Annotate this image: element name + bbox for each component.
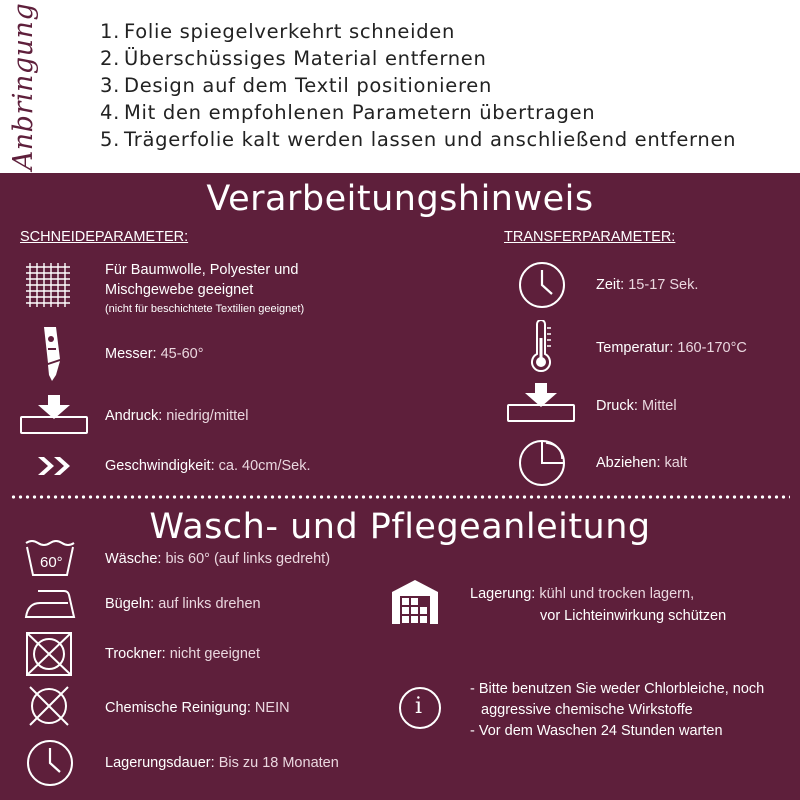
time-param: Zeit: 15-17 Sek.	[596, 277, 699, 293]
warehouse-icon	[390, 578, 440, 626]
application-section	[0, 0, 800, 173]
info-line1: - Bitte benutzen Sie weder Chlorbleiche, noch	[470, 681, 765, 697]
fabric-text-line2: Mischgewebe geeignet	[105, 282, 254, 298]
storage-param: Lagerung: kühl und trocken lagern,	[470, 586, 695, 602]
speed-chevrons-icon	[36, 455, 78, 477]
temperature-param: Temperatur: 160-170°C	[596, 340, 747, 356]
info-icon-letter: i	[415, 694, 423, 719]
application-side-title: Anbringung	[8, 2, 40, 170]
cutter-knife-icon	[34, 325, 70, 383]
dotted-divider	[10, 495, 790, 499]
application-steps-list	[100, 18, 736, 153]
info-line2: aggressive chemische Wirkstoffe	[481, 702, 693, 718]
wash-temp-label: 60°	[40, 554, 63, 571]
instructions-panel	[0, 173, 800, 800]
iron-icon	[22, 587, 78, 621]
transfer-pressure-param: Druck: Mittel	[596, 398, 677, 414]
thermometer-icon	[528, 320, 554, 374]
info-line3: - Vor dem Waschen 24 Stunden warten	[470, 723, 723, 739]
dryclean-param: Chemische Reinigung: NEIN	[105, 700, 290, 716]
step-item: 1. Folie spiegelverkehrt schneiden	[100, 20, 456, 43]
speed-param: Geschwindigkeit: ca. 40cm/Sek.	[105, 458, 311, 474]
peel-param: Abziehen: kalt	[596, 455, 688, 471]
storage-param-line2: vor Lichteinwirkung schützen	[540, 608, 727, 624]
cut-params-heading: SCHNEIDEPARAMETER:	[20, 229, 189, 245]
dryer-param: Trockner: nicht geeignet	[105, 646, 261, 662]
step-item: 4. Mit den empfohlenen Parametern übertragen	[100, 101, 596, 124]
shelf-life-clock-icon	[25, 738, 75, 788]
fabric-note: (nicht für beschichtete Textilien geeignet)	[105, 303, 305, 315]
care-title: Wasch- und Pflegeanleitung	[149, 507, 651, 547]
peel-off-icon	[516, 437, 568, 489]
pressure-param: Andruck: niedrig/mittel	[105, 408, 249, 424]
clock-icon	[517, 260, 567, 310]
press-pressure-icon	[18, 395, 90, 437]
fabric-text-line1: Für Baumwolle, Polyester und	[105, 262, 299, 278]
knife-param: Messer: 45-60°	[105, 346, 204, 362]
processing-title: Verarbeitungshinweis	[206, 179, 594, 219]
iron-param: Bügeln: auf links drehen	[105, 596, 261, 612]
transfer-params-heading: TRANSFERPARAMETER:	[504, 229, 676, 245]
shelf-life-param: Lagerungsdauer: Bis zu 18 Monaten	[105, 755, 339, 771]
fabric-weave-icon	[22, 261, 74, 309]
tumble-dryer-crossed-icon	[24, 630, 74, 678]
wash-param: Wäsche: bis 60° (auf links gedreht)	[105, 551, 331, 567]
step-item: 5. Trägerfolie kalt werden lassen und anschließend entfernen	[100, 128, 737, 151]
step-item: 2. Überschüssiges Material entfernen	[100, 47, 487, 70]
step-item: 3. Design auf dem Textil positionieren	[100, 74, 493, 97]
dry-clean-crossed-icon	[26, 683, 72, 729]
transfer-pressure-icon	[505, 383, 577, 425]
